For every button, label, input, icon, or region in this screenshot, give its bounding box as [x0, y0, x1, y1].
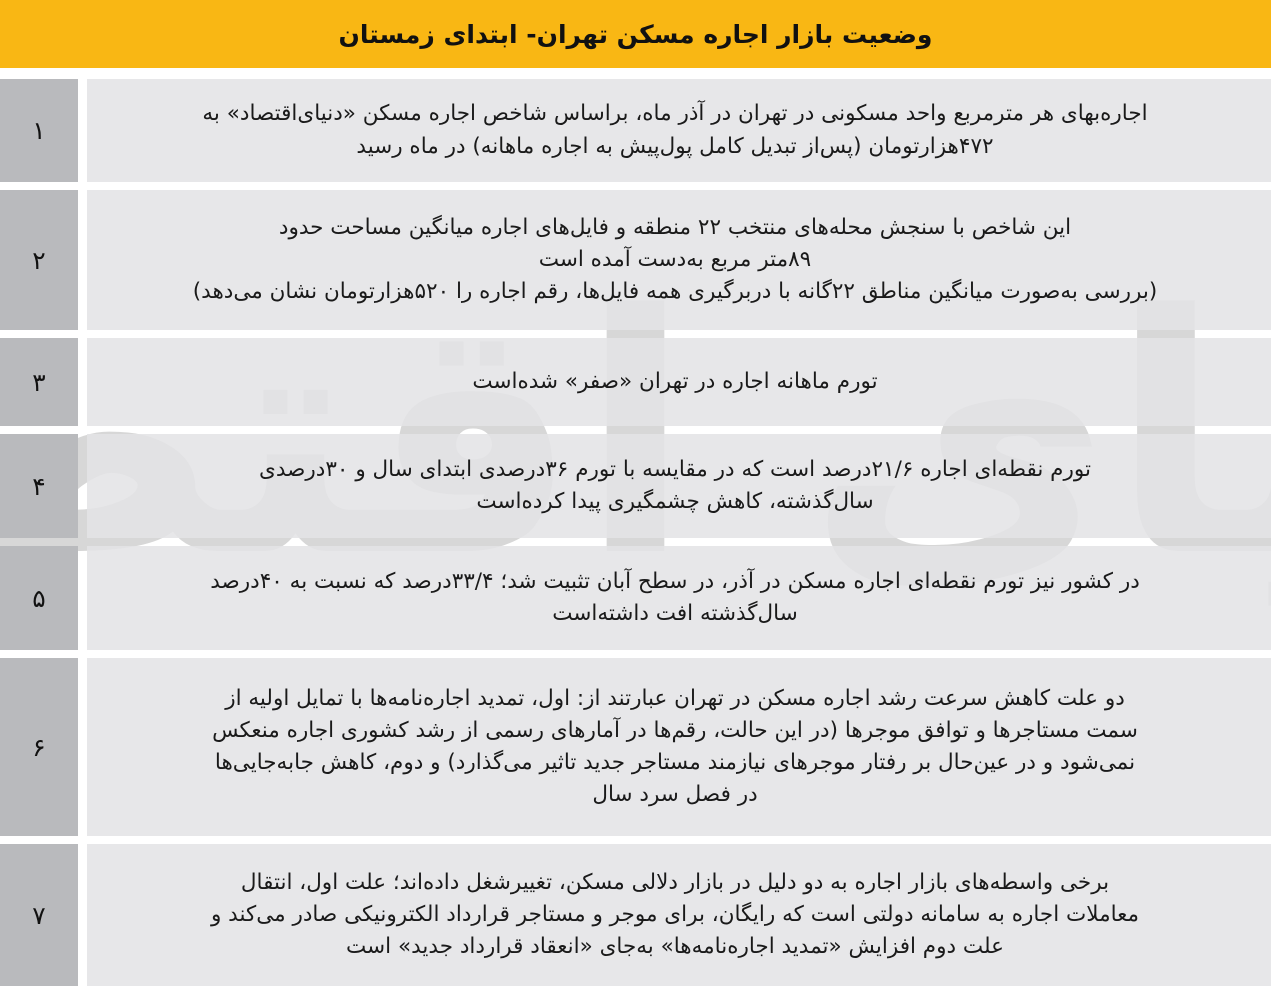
row-line: برخی واسطه‌های بازار اجاره به دو دلیل در بازار دلالی مسکن، تغییرشغل داده‌اند؛ علت اول، انتقال: [240, 869, 1110, 895]
row-text-cell: [87, 434, 1271, 538]
row-index-cell: [0, 658, 78, 836]
row-number: ۲: [32, 245, 46, 275]
row-text: [93, 566, 1257, 631]
row-index-cell: [0, 338, 78, 426]
table-row: [0, 844, 1271, 986]
row-text: [93, 683, 1257, 812]
row-line: علت دوم افزایش «تمدید اجاره‌نامه‌ها» به‌جای «انعقاد قرارداد جدید» است: [346, 934, 1004, 960]
row-line: سال‌گذشته افت داشته‌است: [552, 601, 798, 626]
table-row: [0, 338, 1271, 426]
row-line: دو علت کاهش سرعت رشد اجاره مسکن در تهران عبارتند از: اول، تمدید اجاره‌نامه‌ها با تمایل اولیه از: [225, 685, 1125, 711]
row-number: ۶: [32, 732, 46, 762]
row-line: در کشور نیز تورم نقطه‌ای اجاره مسکن در آذر، در سطح آبان تثبیت شد؛ ۳۳/۴درصد که نسبت به ۴۰درصد: [210, 568, 1140, 594]
row-index-cell: [0, 79, 78, 182]
row-text-cell: [87, 658, 1271, 836]
table-row: [0, 434, 1271, 538]
table-row: [0, 658, 1271, 836]
row-line: ۸۹متر مربع به‌دست آمده است: [538, 246, 812, 272]
row-line: سال‌گذشته، کاهش چشمگیری پیدا کرده‌است: [476, 489, 874, 514]
row-line: تورم ماهانه اجاره در تهران «صفر» شده‌است: [472, 368, 878, 394]
header-bar: [0, 0, 1271, 68]
table-row: [0, 79, 1271, 182]
row-line: تورم نقطه‌ای اجاره ۲۱/۶درصد است که در مقایسه با تورم ۳۶درصدی ابتدای سال و ۳۰درصدی: [259, 456, 1091, 482]
row-number: ۴: [32, 471, 46, 501]
row-text: [93, 867, 1257, 964]
row-index-cell: [0, 190, 78, 330]
row-text: [93, 366, 1257, 398]
rows-container: [0, 68, 1271, 986]
row-text-cell: [87, 844, 1271, 986]
row-line: سمت مستاجرها و توافق موجرها (در این حالت، رقم‌ها در آمارهای رسمی از رشد کشوری اجاره منعکس: [212, 717, 1138, 743]
row-line: معاملات اجاره به سامانه دولتی است که رایگان، برای موجر و مستاجر قرارداد الکترونیکی صادر می‌کند و: [210, 901, 1140, 927]
row-line: اجاره‌بهای هر مترمربع واحد مسکونی در تهران در آذر ماه، براساس شاخص اجاره مسکن «دنیای‌اقتصاد» به: [202, 101, 1148, 127]
table-row: [0, 190, 1271, 330]
row-text-cell: [87, 546, 1271, 650]
row-line: در فصل سرد سال: [592, 782, 758, 808]
row-index-cell: [0, 546, 78, 650]
page-title: وضعیت بازار اجاره مسکن تهران- ابتدای زمستان: [338, 19, 933, 49]
row-text: [93, 98, 1257, 163]
table-row: [0, 546, 1271, 650]
row-index-cell: [0, 844, 78, 986]
row-text-cell: [87, 190, 1271, 330]
row-number: ۷: [32, 900, 46, 930]
row-text-cell: [87, 338, 1271, 426]
row-text-cell: [87, 79, 1271, 182]
row-line: ۴۷۲هزارتومان (پس‌از تبدیل کامل پول‌پیش به اجاره ماهانه) در ماه رسید: [356, 133, 994, 159]
row-number: ۱: [32, 116, 46, 145]
row-index-cell: [0, 434, 78, 538]
row-number: ۳: [32, 367, 46, 397]
row-text: [93, 212, 1257, 309]
row-number: ۵: [32, 583, 46, 613]
row-line: (بررسی به‌صورت میانگین مناطق ۲۲گانه با دربرگیری همه فایل‌ها، رقم اجاره را ۵۲۰هزارتومان نشان می‌دهد): [192, 279, 1158, 305]
row-line: نمی‌شود و در عین‌حال بر رفتار موجرهای نیازمند مستاجر جدید تاثیر می‌گذارد) و دوم، کاهش جابه‌جایی‌ها: [214, 750, 1136, 775]
row-line: این شاخص با سنجش محله‌های منتخب ۲۲ منطقه و فایل‌های اجاره میانگین مساحت حدود: [278, 214, 1072, 240]
row-text: [93, 454, 1257, 519]
